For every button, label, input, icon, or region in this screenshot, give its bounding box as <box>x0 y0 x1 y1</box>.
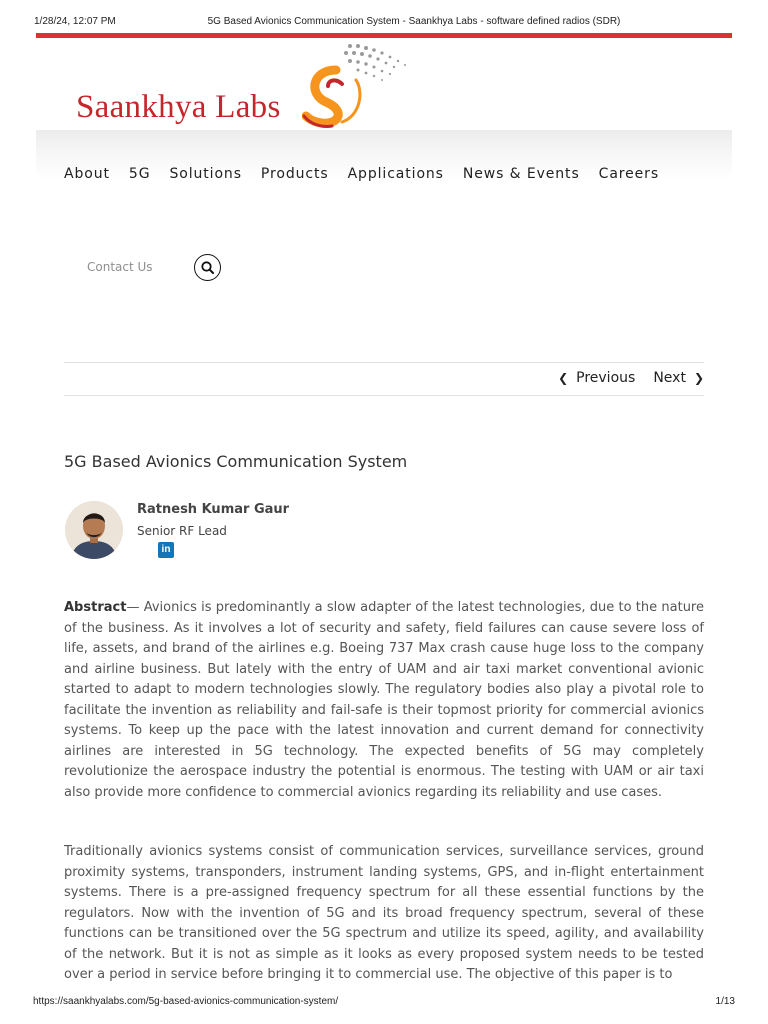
search-icon <box>201 261 214 274</box>
next-label: Next <box>653 370 686 386</box>
chevron-right-icon: ❯ <box>693 371 704 385</box>
nav-item-5g[interactable]: 5G <box>128 166 151 182</box>
author-name: Ratnesh Kumar Gaur <box>137 502 290 517</box>
print-datetime: 1/28/24, 12:07 PM <box>34 16 116 27</box>
abstract-label: Abstract <box>64 600 127 615</box>
linkedin-icon[interactable]: in <box>158 542 174 558</box>
author-role: Senior RF Lead <box>137 524 227 538</box>
article-title: 5G Based Avionics Communication System <box>64 452 408 471</box>
print-url: https://saankhyalabs.com/5g-based-avionics-communication-system/ <box>33 996 339 1007</box>
search-button[interactable] <box>194 254 221 281</box>
print-page-number: 1/13 <box>715 996 735 1007</box>
next-post-link[interactable] <box>653 370 704 386</box>
print-page-title: 5G Based Avionics Communication System - Saankhya Labs - software defined radios (SDR) <box>207 16 621 27</box>
abstract-paragraph <box>64 598 704 803</box>
logo-text: Saankhya Labs <box>76 89 281 125</box>
author-avatar <box>65 501 123 559</box>
print-header <box>0 16 768 30</box>
main-nav <box>64 166 678 186</box>
top-accent-bar <box>36 33 732 38</box>
nav-item-careers[interactable]: Careers <box>598 166 660 182</box>
divider-top <box>64 362 704 363</box>
nav-item-products[interactable]: Products <box>260 166 329 182</box>
nav-item-solutions[interactable]: Solutions <box>169 166 242 182</box>
body-paragraph: Traditionally avionics systems consist of communication services, surveillance services, ground proximity systems, transponders, instrument landing systems, GPS, and in-flight entertainment systems. There is a pre-assigned frequency spectrum for all these essential functions by the regulators. Now with the invention of 5G and its broad frequency spectrum, several of these functions can be transitioned over the 5G spectrum and utilize its speed, agility, and availability of the network. But it is not as simple as it looks as every proposed system needs to be tested over a period in service before bringing it to commercial use. The objective of this paper is to <box>64 844 704 982</box>
logo-mark-icon <box>302 40 412 130</box>
divider-bottom <box>64 395 704 396</box>
site-logo[interactable] <box>74 40 414 130</box>
chevron-left-icon: ❮ <box>558 371 569 385</box>
nav-item-news-events[interactable]: News & Events <box>462 166 580 182</box>
previous-label: Previous <box>576 370 636 386</box>
abstract-text: — Avionics is predominantly a slow adapter of the latest technologies, due to the nature of the business. As it involves a lot of security and safety, field failures can cause severe loss of life, assets, and brand of the airlines e.g. Boeing 737 Max crash cause huge loss to the company and airline business. But lately with the entry of UAM and air taxi market conventional avionic started to adapt to modern technologies slowly. The regulatory bodies also play a pivotal role to facilitate the invention as reliability and fail-safe is their topmost priority for commercial avionics systems. To keep up the pace with the latest innovation and current demand for connectivity airlines are interested in 5G technology. The expected benefits of 5G may completely revolutionize the aerospace industry the potential is enormous. The testing with UAM or air taxi also provide more confidence to commercial avionics regarding its reliability and use cases. <box>64 600 704 800</box>
nav-item-about[interactable]: About <box>64 166 110 182</box>
contact-us-link[interactable]: Contact Us <box>87 260 153 274</box>
previous-post-link[interactable] <box>558 370 635 386</box>
nav-item-applications[interactable]: Applications <box>347 166 444 182</box>
post-pagination <box>558 370 704 386</box>
print-footer <box>0 996 768 1010</box>
